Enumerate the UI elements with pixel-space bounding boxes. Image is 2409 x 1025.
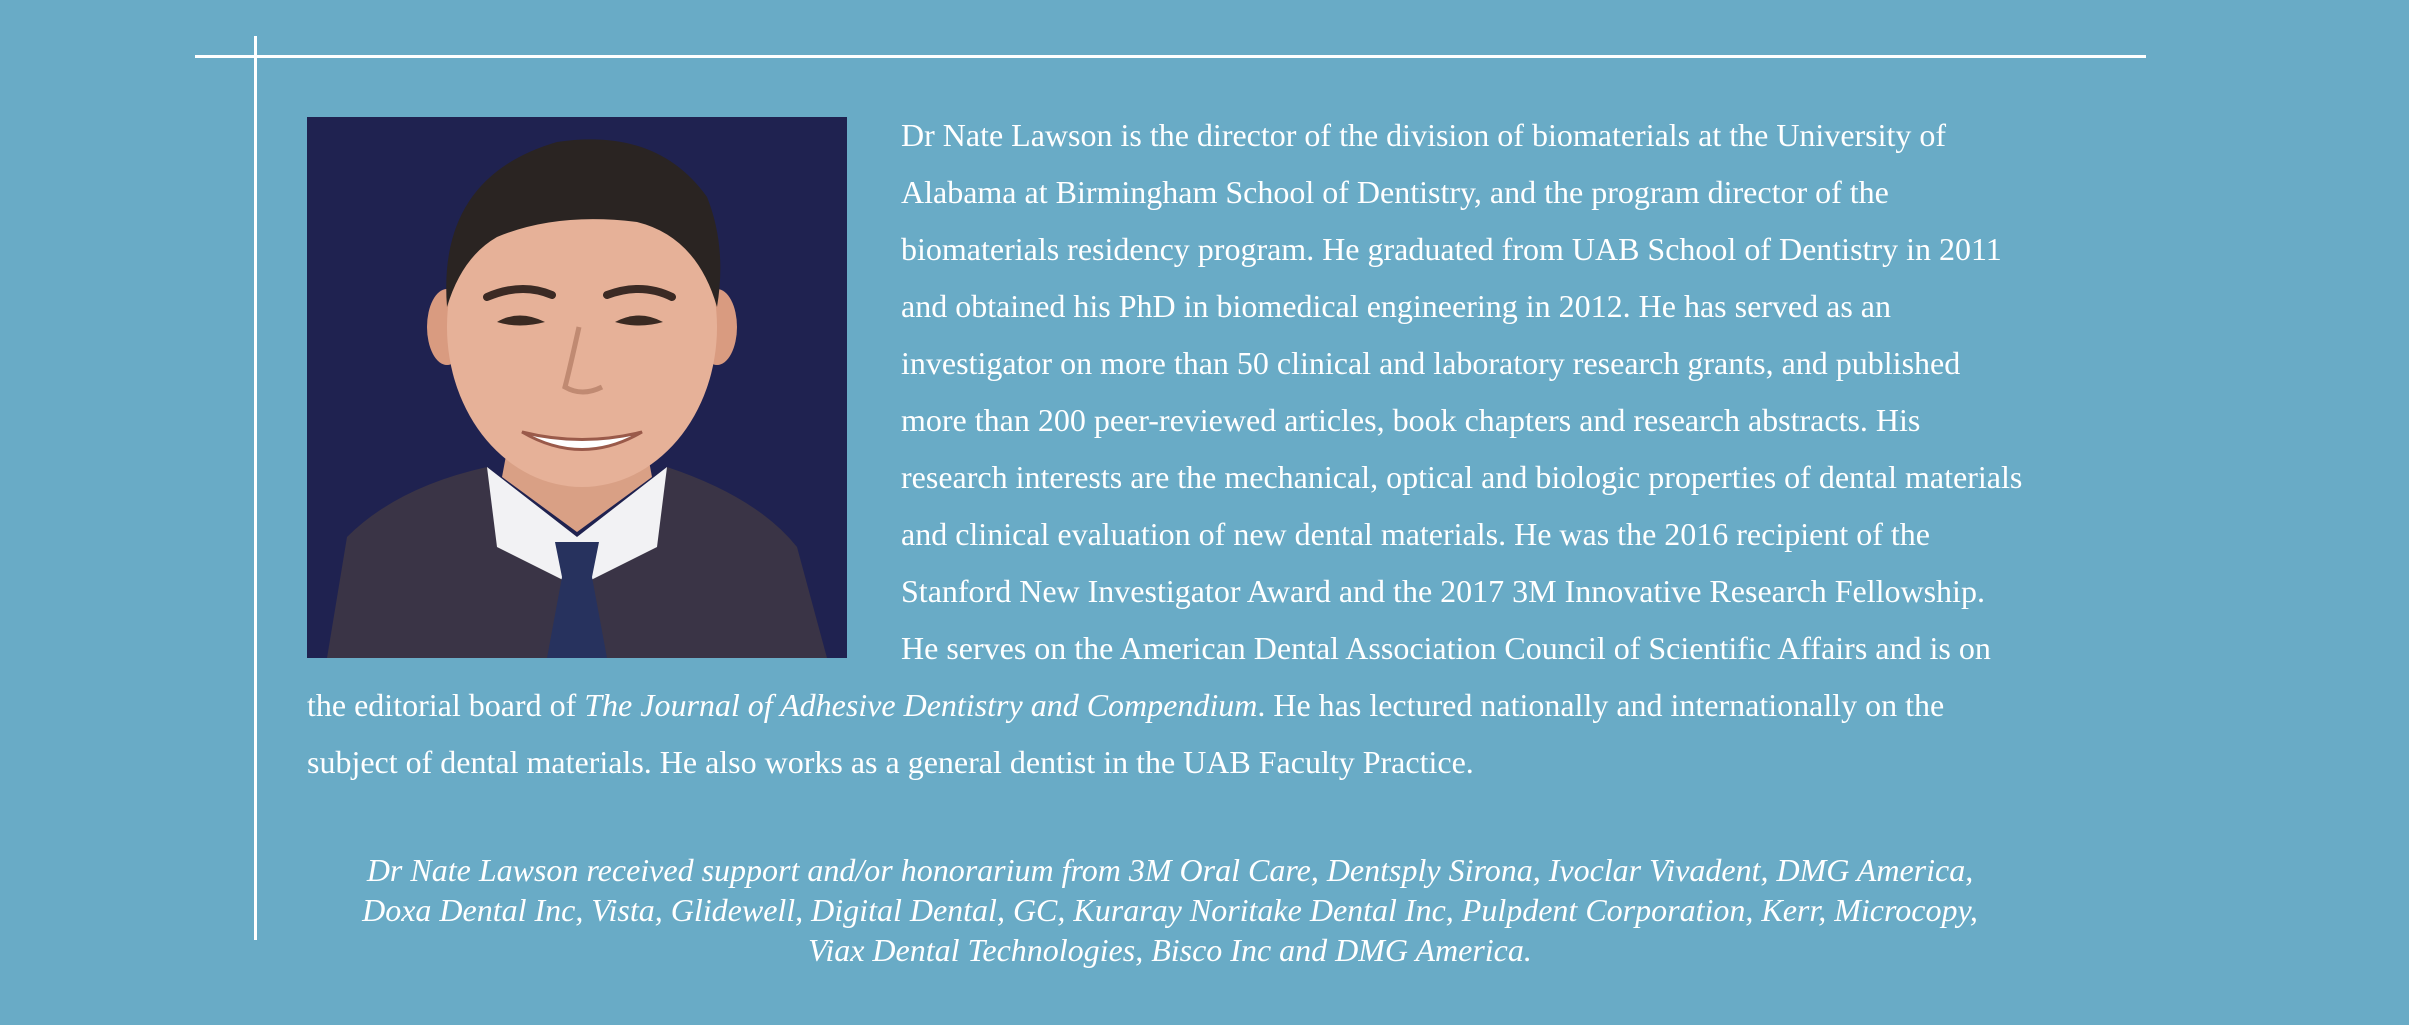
disclosure-line-3: Viax Dental Technologies, Bisco Inc and DMG America. bbox=[808, 932, 1532, 968]
disclosure-line-2: Doxa Dental Inc, Vista, Glidewell, Digital Dental, GC, Kuraray Noritake Dental Inc, Pulpdent Corporation, Kerr, Microcopy, bbox=[362, 892, 1978, 928]
bio-text-start: Dr Nate Lawson is the director of the division of biomaterials at the University of Alabama at Birmingham School of Dentistry, and the program director of the biomaterials residency program. He graduated from UAB School of Dentistry in 2011 and obtained his PhD in biomedical engineering in 2012. He has served as an investigator on more than 50 clinical and laboratory research grants, and published more than 200 peer-reviewed articles, book chapters and research abstracts. His research interests are the mechanical, optical and biologic properties of dental materials and clinical evaluation of new dental materials. He was the 2016 recipient of the Stanford New Investigator Award and the 2017 3M Innovative Research Fellowship. He serves on the American Dental Association Council of Scientific Affairs and is on the editorial board of bbox=[307, 117, 2023, 723]
bio-text-end: . He has lectured nationally and internationally on the subject of dental materials. He also works as a general dentist in the UAB Faculty Practice. bbox=[307, 687, 1945, 780]
disclosure-note bbox=[290, 850, 2050, 970]
disclosure-line-1: Dr Nate Lawson received support and/or honorarium from 3M Oral Care, Dentsply Sirona, Ivoclar Vivadent, DMG America, bbox=[366, 852, 1974, 888]
portrait-illustration bbox=[307, 117, 847, 658]
portrait-photo bbox=[307, 117, 847, 658]
bio-section bbox=[307, 107, 2027, 791]
top-rule bbox=[195, 55, 2146, 58]
left-rule bbox=[254, 36, 257, 940]
journal-title: The Journal of Adhesive Dentistry and Compendium bbox=[584, 687, 1258, 723]
